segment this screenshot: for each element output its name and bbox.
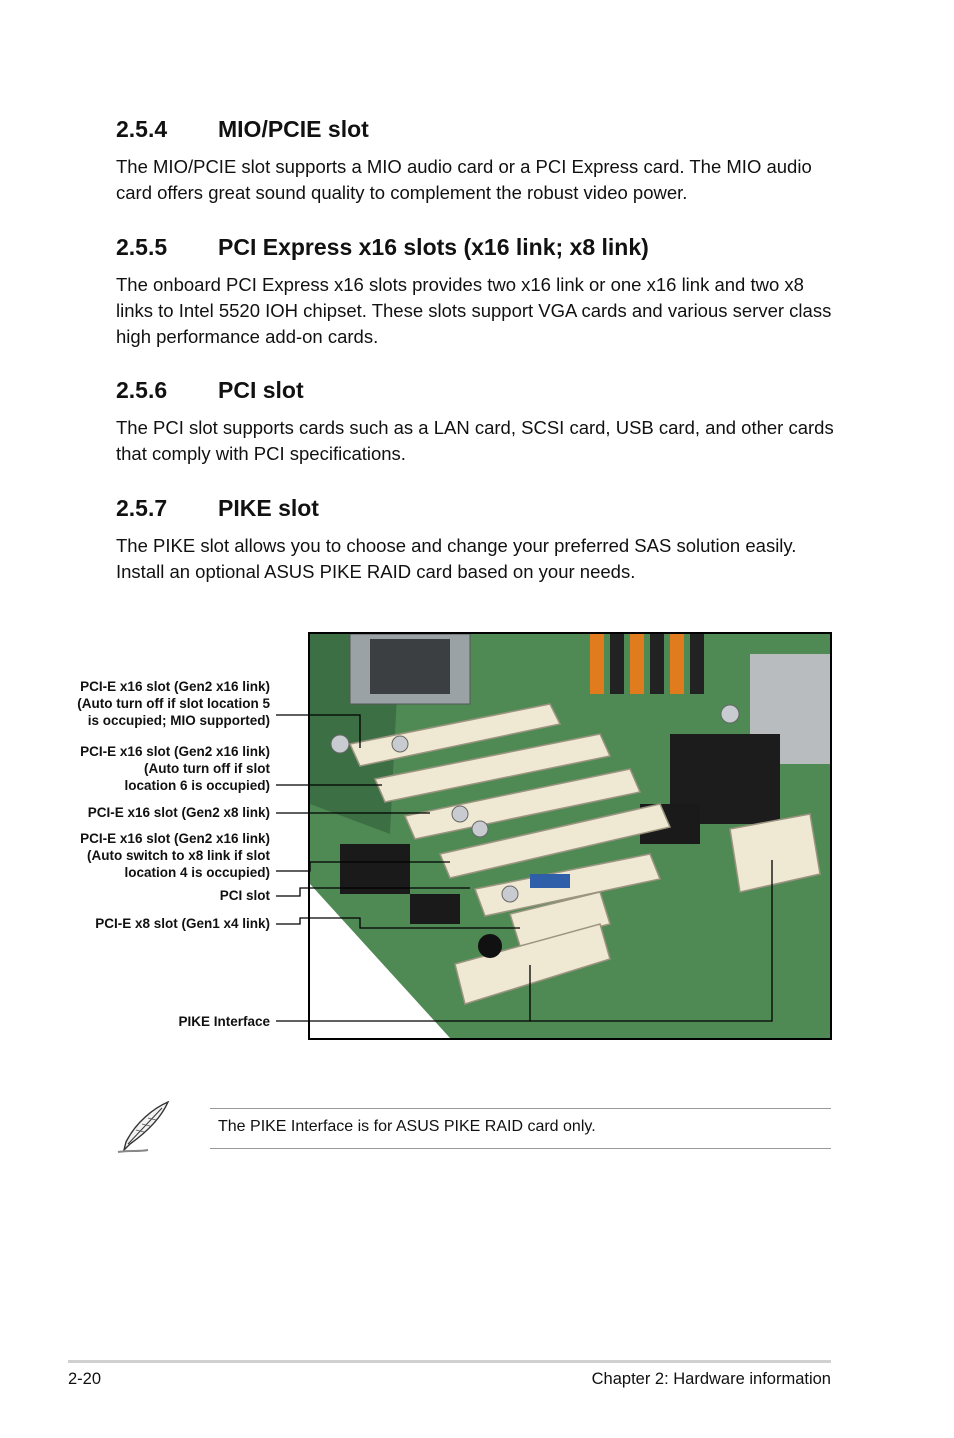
section-body: The PCI slot supports cards such as a LAN card, SCSI card, USB card, and other cards that comply with PCI specifications. xyxy=(116,417,834,464)
chapter-title: Chapter 2: Hardware information xyxy=(591,1370,831,1388)
callout-line: (Auto turn off if slot xyxy=(144,761,270,776)
section-body: The MIO/PCIE slot supports a MIO audio card or a PCI Express card. The MIO audio card offers great sound quality to complement the robust video power. xyxy=(116,156,812,203)
section-2-5-7 xyxy=(116,493,846,585)
callout-pcie-slot-4 xyxy=(80,830,270,881)
callout-line: PCI-E x8 slot (Gen1 x4 link) xyxy=(95,916,270,931)
footer-divider xyxy=(68,1360,831,1363)
callout-line: PCI-E x16 slot (Gen2 x16 link) xyxy=(80,679,270,694)
section-title: PCI Express x16 slots (x16 link; x8 link) xyxy=(218,234,649,260)
callout-pcie-x8-slot xyxy=(95,915,270,932)
section-heading xyxy=(116,493,846,523)
section-number: 2.5.5 xyxy=(116,234,168,260)
section-number: 2.5.4 xyxy=(116,116,168,142)
section-number: 2.5.6 xyxy=(116,377,168,403)
callout-pcie-slot-3 xyxy=(88,804,270,821)
note-divider-top xyxy=(210,1108,831,1109)
callout-line: location 6 is occupied) xyxy=(124,778,270,793)
note-text: The PIKE Interface is for ASUS PIKE RAID card only. xyxy=(218,1118,596,1135)
callout-line: PCI slot xyxy=(219,888,270,903)
section-body: The onboard PCI Express x16 slots provides two x16 link or one x16 link and two x8 links to Intel 5520 IOH chipset. These slots support VGA cards and various server class high performance add-on cards. xyxy=(116,274,832,347)
callout-pci-slot xyxy=(220,887,270,904)
section-2-5-4 xyxy=(116,114,846,206)
page-number: 2-20 xyxy=(68,1370,102,1388)
callout-pcie-slot-2 xyxy=(80,743,270,794)
callout-line: (Auto turn off if slot location 5 xyxy=(77,696,270,711)
section-title: PCI slot xyxy=(218,377,304,403)
quill-pen-icon xyxy=(114,1100,174,1156)
motherboard-illustration xyxy=(310,634,830,1038)
callout-line: PCI-E x16 slot (Gen2 x8 link) xyxy=(87,805,270,820)
callout-line: (Auto switch to x8 link if slot xyxy=(86,848,270,863)
section-number: 2.5.7 xyxy=(116,495,168,521)
callout-pcie-slot-1 xyxy=(77,678,270,729)
motherboard-photo xyxy=(308,632,832,1040)
section-title: PIKE slot xyxy=(218,495,319,521)
callout-line: PIKE Interface xyxy=(178,1014,270,1029)
callout-pike-interface xyxy=(178,1013,270,1030)
section-heading xyxy=(116,375,846,405)
section-body: The PIKE slot allows you to choose and change your preferred SAS solution easily. Install an optional ASUS PIKE RAID card based on your needs. xyxy=(116,535,797,582)
callout-line: is occupied; MIO supported) xyxy=(87,713,270,728)
callout-line: PCI-E x16 slot (Gen2 x16 link) xyxy=(80,744,270,759)
callout-line: location 4 is occupied) xyxy=(124,865,270,880)
section-2-5-6 xyxy=(116,375,846,467)
section-heading xyxy=(116,232,846,262)
section-heading xyxy=(116,114,846,144)
note-divider-bottom xyxy=(210,1148,831,1149)
callout-line: PCI-E x16 slot (Gen2 x16 link) xyxy=(80,831,270,846)
section-2-5-5 xyxy=(116,232,846,350)
section-title: MIO/PCIE slot xyxy=(218,116,369,142)
